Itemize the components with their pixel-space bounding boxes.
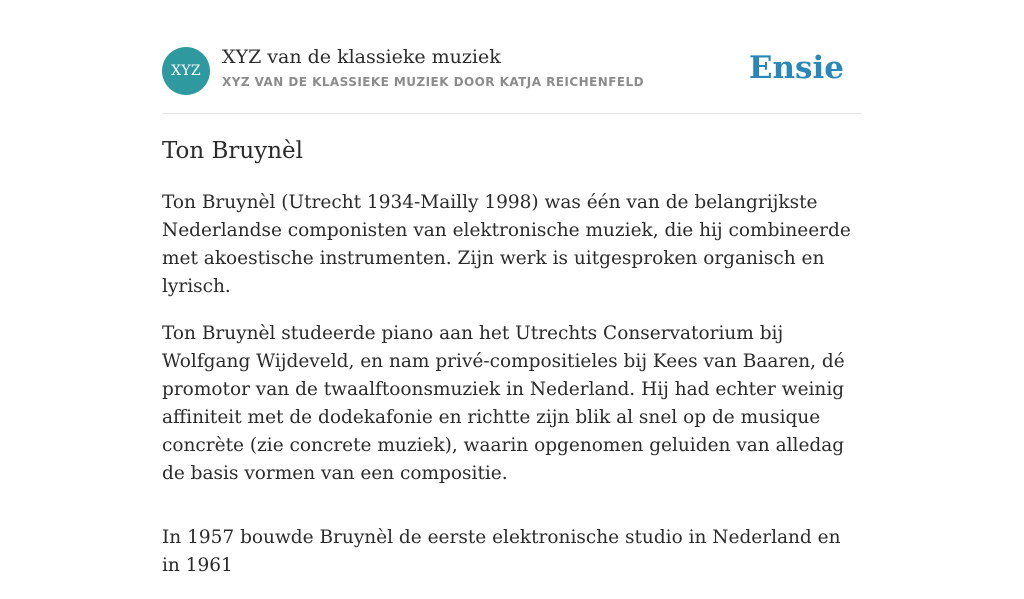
article-paragraph: Ton Bruynèl (Utrecht 1934-Mailly 1998) was één van de belangrijkste Nederlandse componisten van elektronische muziek, die hij combineerde met akoestische instrumenten. Zijn werk is uitgesproken organisch en lyrisch. <box>162 192 851 297</box>
article-body <box>162 189 862 599</box>
ensie-logo[interactable]: Ensie <box>748 50 844 86</box>
publication-badge[interactable]: XYZ <box>162 47 210 95</box>
publication-header <box>162 0 862 114</box>
article-paragraph: In 1957 bouwde Bruynèl de eerste elektronische studio in Nederland en in 1961 <box>162 527 841 576</box>
publication-subtitle: XYZ VAN DE KLASSIEKE MUZIEK DOOR KATJA REICHENFELD <box>222 75 645 89</box>
article-title: Ton Bruynèl <box>162 138 304 164</box>
publication-title[interactable]: XYZ van de klassieke muziek <box>222 46 501 68</box>
article-page <box>162 0 862 576</box>
article-paragraph: Ton Bruynèl studeerde piano aan het Utrechts Conservatorium bij Wolfgang Wijdeveld, en nam privé-compositieles bij Kees van Baaren, dé promotor van de twaalftoonsmuziek in Nederland. Hij had echter weinig affiniteit met de dodekafonie en richtte zijn blik al snel op de musique concrète (zie concrete muziek), waarin opgenomen geluiden van alledag de basis vormen van een compositie. <box>162 323 845 484</box>
